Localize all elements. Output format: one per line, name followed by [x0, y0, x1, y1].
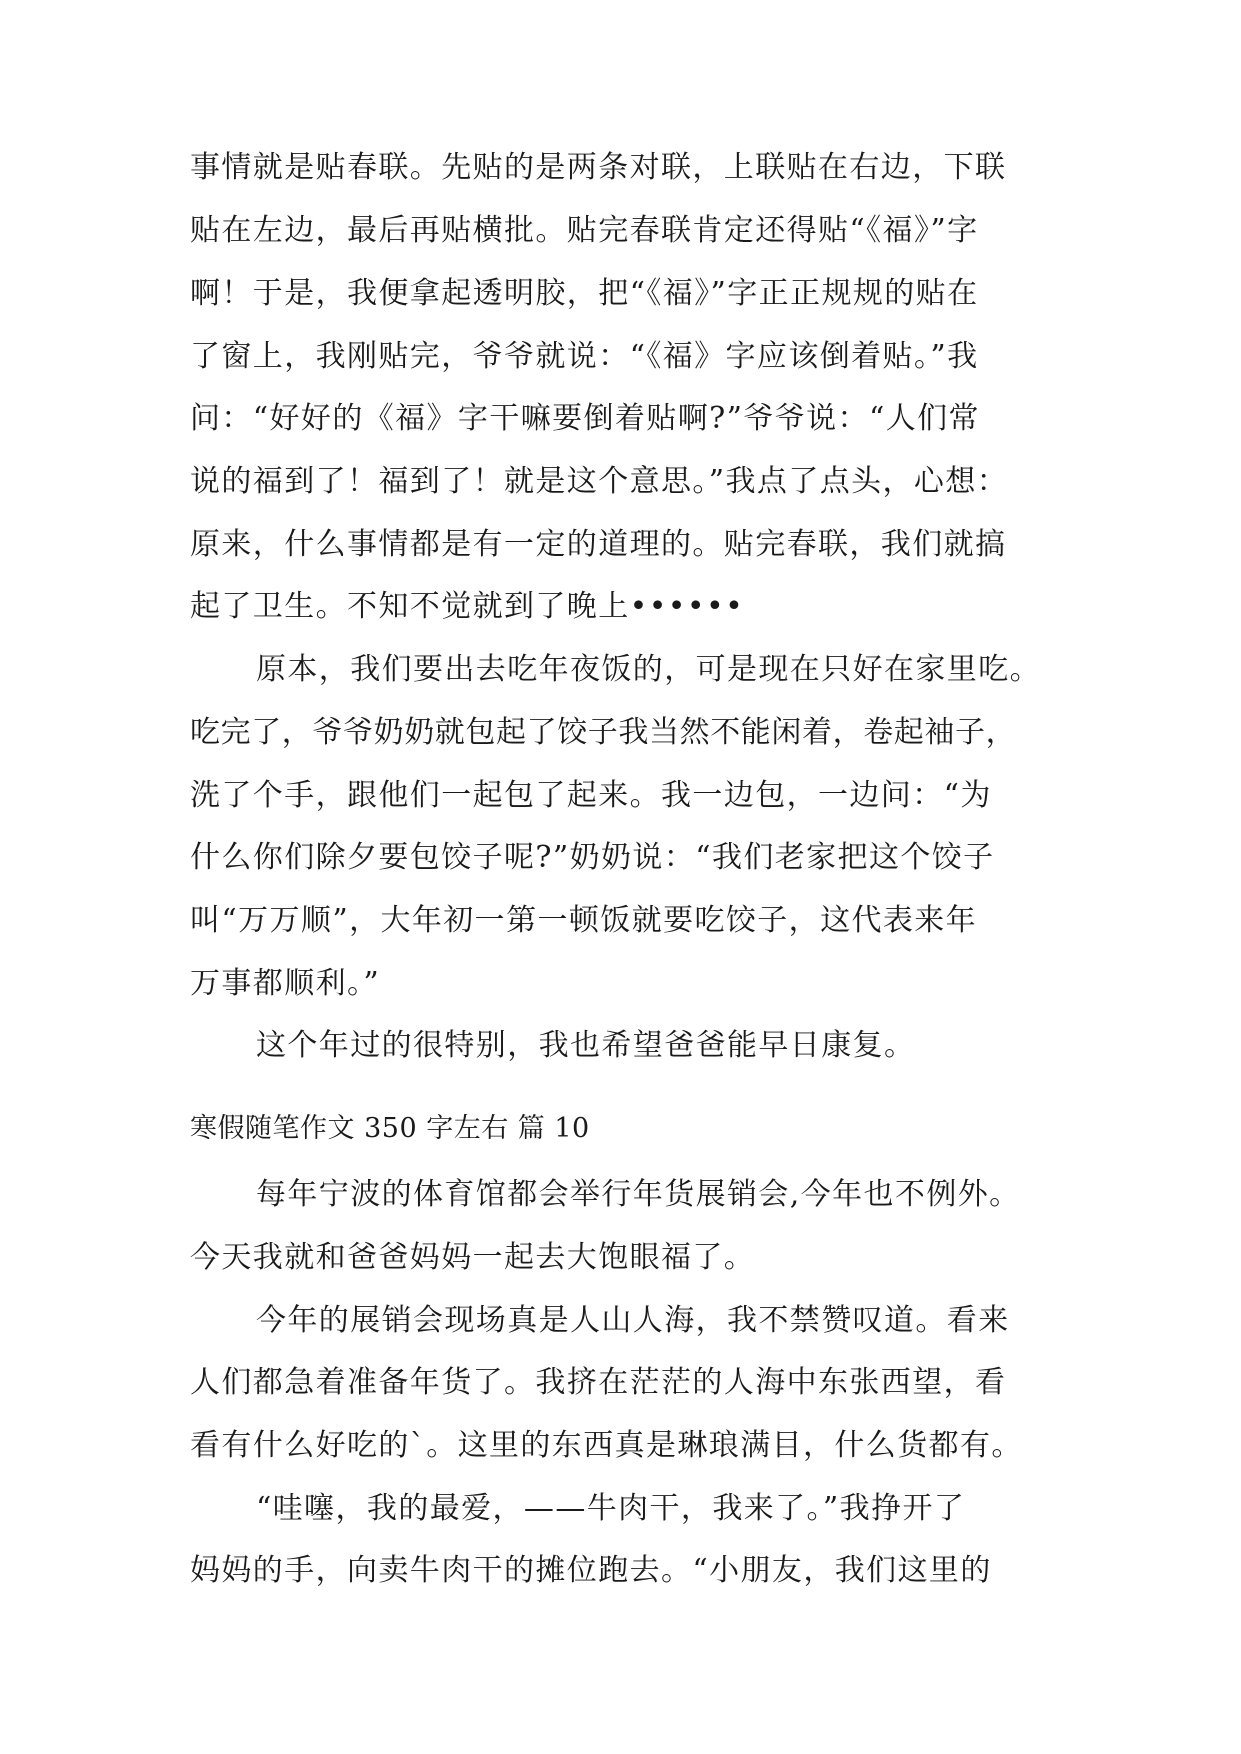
paragraph-first-line: 这个年过的很特别，我也希望爸爸能早日康复。 — [256, 1028, 916, 1063]
text-line: 人们都急着准备年货了。我挤在茫茫的人海中东张西望，看 — [190, 1365, 1007, 1400]
paragraph-first-line: 每年宁波的体育馆都会举行年货展销会,今年也不例外。 — [256, 1177, 1021, 1212]
text-line: 今天我就和爸爸妈妈一起去大饱眼福了。 — [190, 1240, 756, 1275]
text-line: 什么你们除夕要包饺子呢?”奶奶说：“我们老家把这个饺子 — [190, 840, 995, 875]
text-line: 起了卫生。不知不觉就到了晚上•••••• — [190, 589, 745, 624]
text-line: 啊！于是，我便拿起透明胶，把“《福》”字正正规规的贴在 — [190, 276, 979, 311]
text-line: 问：“好好的《福》字干嘛要倒着贴啊?”爷爷说：“人们常 — [190, 401, 980, 436]
text-line: 吃完了，爷爷奶奶就包起了饺子我当然不能闲着，卷起袖子， — [190, 715, 1017, 750]
text-line: 原来，什么事情都是有一定的道理的。贴完春联，我们就搞 — [190, 527, 1007, 562]
paragraph-first-line: 原本，我们要出去吃年夜饭的，可是现在只好在家里吃。 — [256, 652, 1041, 687]
text-line: 叫“万万顺”，大年初一第一顿饭就要吃饺子，这代表来年 — [190, 903, 978, 938]
text-line: 事情就是贴春联。先贴的是两条对联，上联贴在右边，下联 — [190, 150, 1007, 185]
text-line: 洗了个手，跟他们一起包了起来。我一边包，一边问：“为 — [190, 778, 992, 813]
text-line: 妈妈的手，向卖牛肉干的摊位跑去。“小朋友，我们这里的 — [190, 1553, 992, 1588]
section-heading: 寒假随笔作文 350 字左右 篇 10 — [190, 1113, 590, 1144]
text-line: 说的福到了！福到了！就是这个意思。”我点了点头，心想： — [190, 464, 1009, 499]
text-line: 万事都顺利。” — [190, 966, 381, 1001]
paragraph-first-line: 今年的展销会现场真是人山人海，我不禁赞叹道。看来 — [256, 1303, 1010, 1338]
text-line: 贴在左边，最后再贴横批。贴完春联肯定还得贴“《福》”字 — [190, 213, 979, 248]
paragraph-first-line: “哇噻，我的最爱，——牛肉干，我来了。”我挣开了 — [256, 1491, 966, 1526]
text-line: 了窗上，我刚贴完，爷爷就说：“《福》字应该倒着贴。”我 — [190, 339, 979, 374]
text-line: 看有什么好吃的`。这里的东西真是琳琅满目，什么货都有。 — [190, 1428, 1023, 1463]
